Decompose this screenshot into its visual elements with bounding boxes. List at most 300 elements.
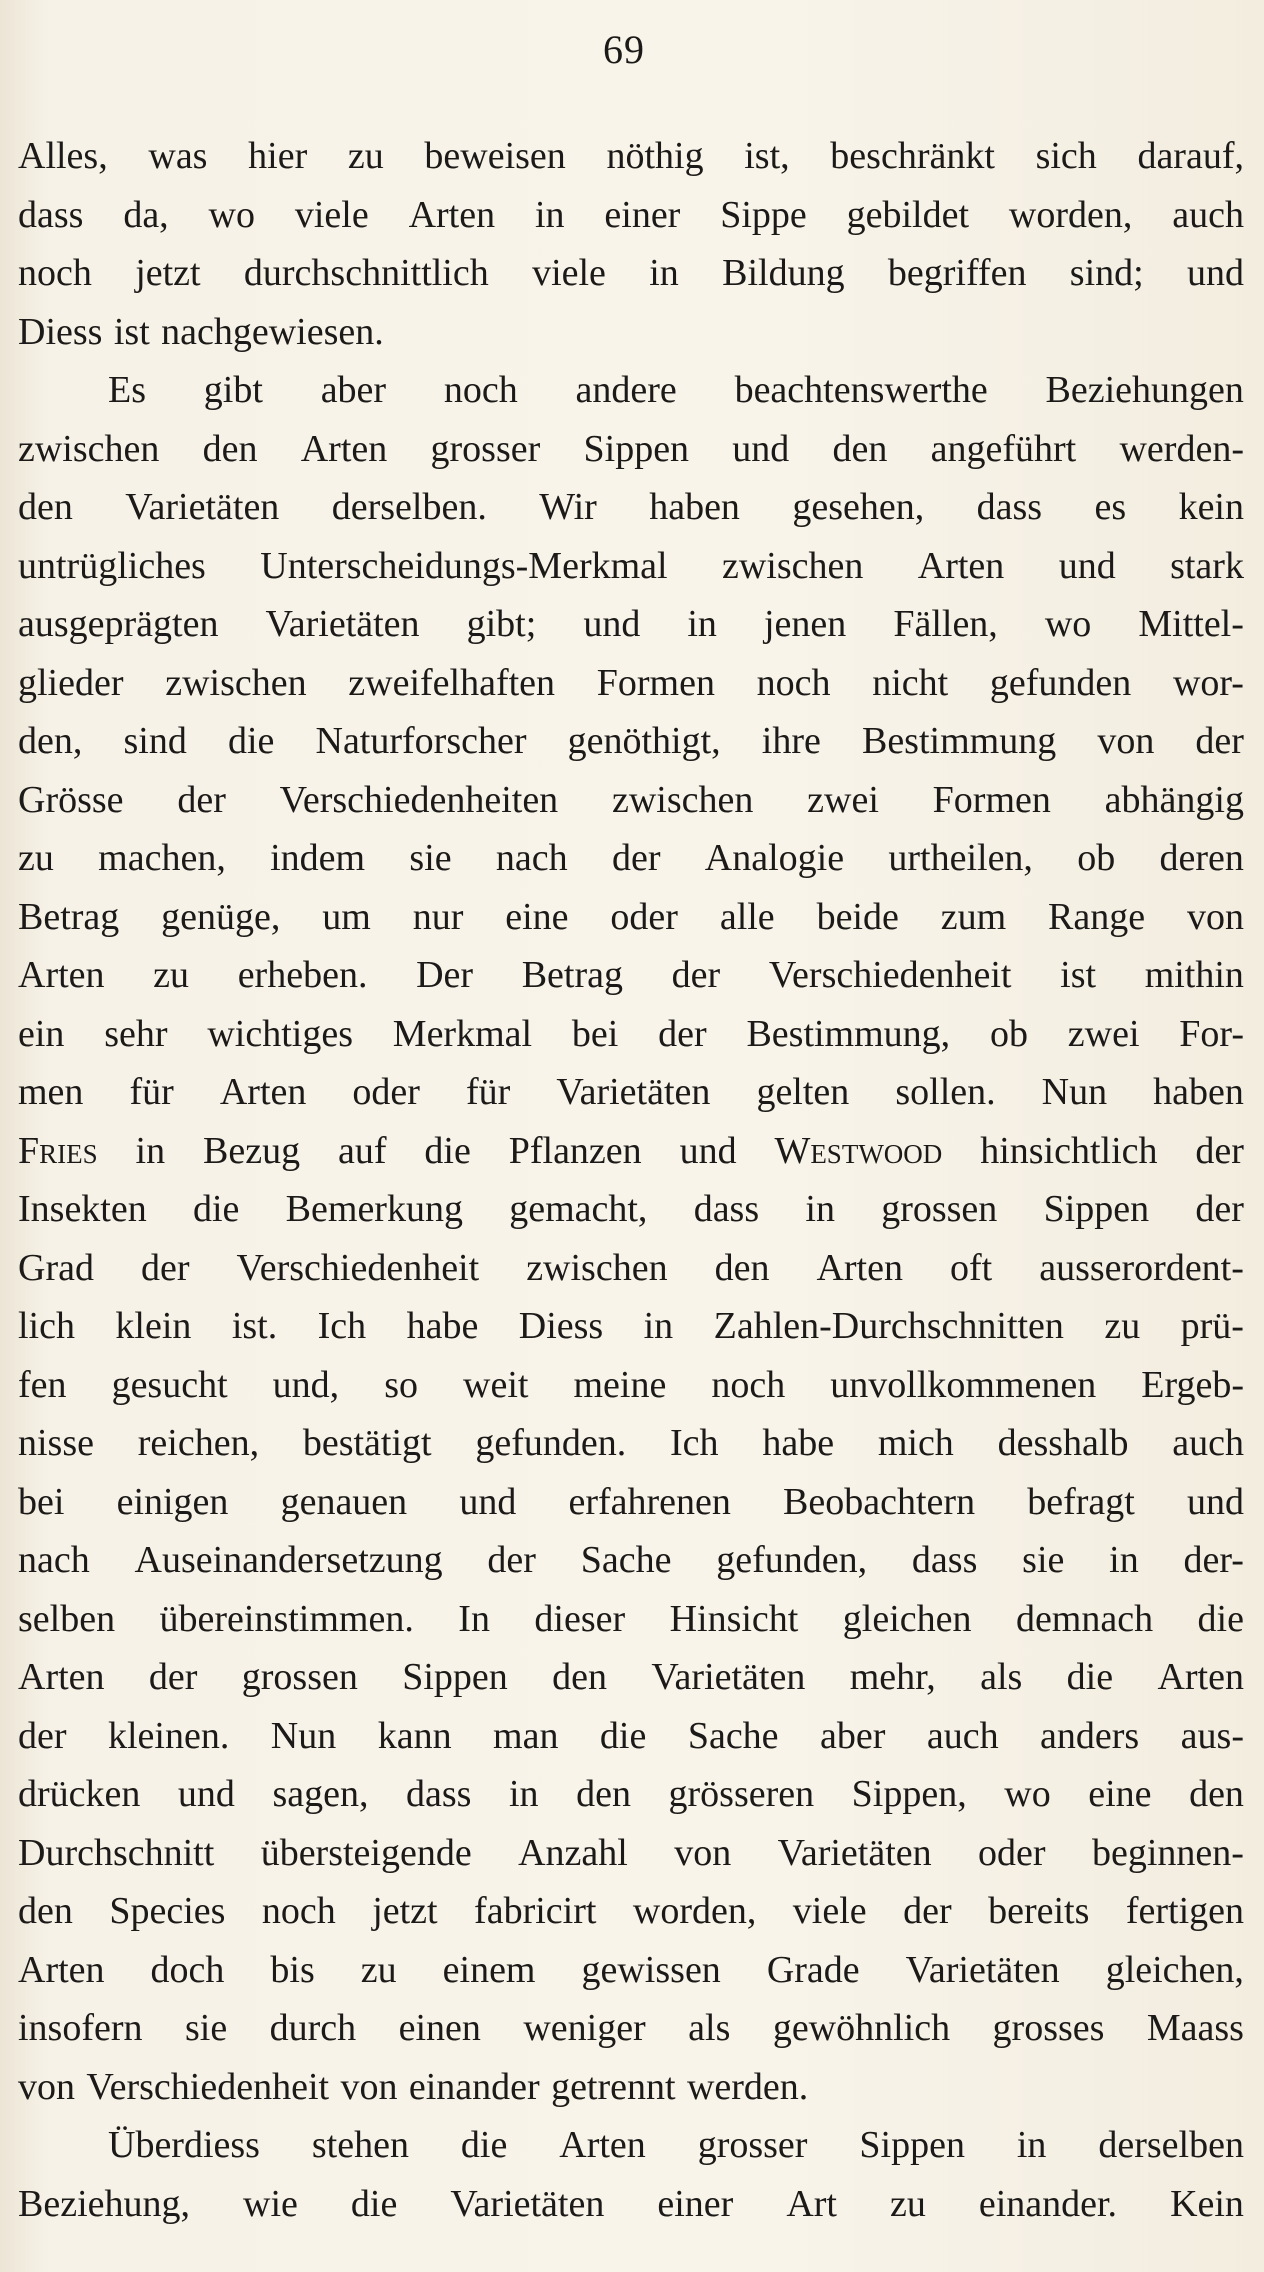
text-line — [18, 361, 1244, 420]
word: zu — [360, 1948, 397, 1991]
word: Bemerkung — [285, 1188, 463, 1230]
word: klein — [115, 1305, 192, 1347]
word: kein — [1178, 486, 1244, 528]
word: die — [350, 2182, 398, 2225]
word: und, — [272, 1363, 340, 1406]
word: gefunden, — [716, 1539, 868, 1581]
word: kleinen. — [107, 1714, 230, 1757]
word: fertigen — [1125, 1890, 1244, 1932]
word: sich — [1035, 135, 1097, 177]
word: nisse — [18, 1422, 94, 1464]
word: Arten — [18, 954, 105, 996]
word: gefunden. — [475, 1422, 627, 1464]
text-line — [18, 186, 1244, 245]
word: viele — [532, 252, 606, 294]
word: in — [649, 252, 679, 294]
word: den — [18, 486, 73, 528]
word: in — [687, 603, 717, 645]
word: Westwood — [774, 1129, 943, 1172]
word: sie — [409, 837, 452, 879]
word: Art — [786, 2182, 837, 2225]
word: für — [129, 1071, 174, 1113]
text-line — [18, 888, 1244, 947]
word: die — [227, 720, 275, 762]
word: gebildet — [846, 193, 970, 236]
word: Kein — [1170, 2182, 1244, 2225]
word: durch — [269, 2007, 357, 2049]
word: jetzt — [135, 252, 201, 294]
word: stehen — [311, 2124, 409, 2166]
word: in — [1016, 2124, 1047, 2166]
word: ist — [1060, 954, 1097, 996]
text-line — [18, 829, 1244, 888]
word: Hinsicht — [669, 1597, 799, 1640]
word: mich — [877, 1422, 954, 1464]
word: hier — [248, 135, 308, 177]
word: Maass — [1146, 2007, 1244, 2049]
word: In — [458, 1597, 490, 1640]
word: oder — [610, 895, 678, 938]
word: worden, — [632, 1890, 757, 1932]
text-line — [18, 2116, 1244, 2175]
word: Bezug — [203, 1129, 301, 1172]
word: nach — [495, 837, 568, 879]
word: ihre — [761, 720, 821, 762]
text-line — [18, 654, 1244, 713]
word: der — [177, 778, 226, 821]
word: sind — [123, 720, 187, 762]
word: Varietäten — [450, 2182, 605, 2225]
word: und — [177, 1773, 235, 1815]
word: bis — [270, 1948, 315, 1991]
word: gleichen, — [1105, 1948, 1244, 1991]
text-line — [18, 1707, 1244, 1766]
word: wor- — [1172, 661, 1244, 704]
word: wichtiges — [207, 1012, 353, 1055]
word: der — [658, 1012, 707, 1055]
word: zu — [889, 2182, 926, 2225]
word: dieser — [534, 1597, 626, 1640]
word: Diess — [18, 310, 103, 353]
word: meine — [573, 1363, 667, 1406]
word: ausserordent- — [1039, 1246, 1244, 1289]
word: Sache — [580, 1539, 672, 1581]
word: Beobachtern — [783, 1480, 976, 1523]
word: begriffen — [887, 252, 1027, 294]
word: darauf, — [1137, 135, 1244, 177]
word: viele — [792, 1890, 867, 1932]
word: von — [674, 1831, 732, 1874]
word: den — [18, 1890, 73, 1932]
word: zwischen — [165, 661, 307, 704]
word: Durchschnitt — [18, 1831, 215, 1874]
word: viele — [294, 193, 369, 236]
word: Verschiedenheit — [236, 1246, 480, 1289]
word: und — [1058, 544, 1116, 587]
word: Bildung — [722, 252, 845, 294]
text-line — [18, 2058, 1244, 2117]
text-line — [18, 712, 1244, 771]
word: nachgewiesen. — [161, 310, 384, 353]
text-line — [18, 595, 1244, 654]
word: mehr, — [849, 1656, 936, 1698]
word: derselben — [1098, 2124, 1244, 2166]
word: für — [466, 1071, 511, 1113]
word: zweifelhaften — [348, 661, 556, 704]
text-line — [18, 537, 1244, 596]
word: Species — [109, 1890, 226, 1932]
text-line — [18, 771, 1244, 830]
word: aber — [820, 1714, 886, 1757]
word: Ich — [670, 1422, 719, 1464]
word: Pflanzen — [508, 1129, 642, 1172]
word: drücken — [18, 1773, 141, 1815]
word: lich — [18, 1305, 75, 1347]
word: Arten — [1157, 1656, 1244, 1698]
word: Beziehung, — [18, 2182, 191, 2225]
word: noch — [443, 369, 518, 411]
word: unvollkommenen — [830, 1363, 1097, 1406]
word: bestätigt — [302, 1422, 432, 1464]
word: oft — [949, 1246, 993, 1289]
text-line — [18, 1590, 1244, 1649]
word: bereits — [988, 1890, 1090, 1932]
word: übersteigende — [260, 1831, 472, 1874]
word: so — [384, 1363, 418, 1406]
text-line — [18, 1941, 1244, 2000]
word: Überdiess — [108, 2124, 260, 2166]
word: dass — [911, 1539, 978, 1581]
word: der- — [1183, 1539, 1244, 1581]
word: Sippen — [583, 427, 690, 470]
word: ob — [1077, 837, 1116, 879]
word: zwischen — [526, 1246, 668, 1289]
word: sehr — [104, 1012, 168, 1055]
word: gesucht — [111, 1363, 228, 1406]
word: der — [140, 1246, 190, 1289]
word: befragt — [1027, 1480, 1135, 1523]
word: in — [1109, 1539, 1139, 1581]
word: bei — [571, 1012, 619, 1055]
word: man — [493, 1714, 559, 1757]
word: in — [805, 1188, 835, 1230]
word: eine — [505, 895, 569, 938]
word: noch — [756, 661, 831, 704]
word: ausgeprägten — [18, 603, 219, 645]
word: Insekten — [18, 1188, 147, 1230]
word: Varietäten — [556, 1071, 711, 1113]
word: Diess — [518, 1305, 604, 1347]
word: um — [322, 895, 371, 938]
word: Ich — [317, 1305, 367, 1347]
text-line — [18, 946, 1244, 1005]
word: von — [18, 2065, 75, 2108]
word: Der — [416, 954, 474, 996]
word: einem — [442, 1948, 536, 1991]
word: habe — [406, 1305, 479, 1347]
word: abhängig — [1104, 778, 1244, 821]
word: in — [643, 1305, 674, 1347]
word: Fällen, — [893, 603, 998, 645]
word: zu — [1104, 1305, 1141, 1347]
word: Varietäten — [265, 603, 420, 645]
word: sollen. — [895, 1071, 996, 1113]
word: dass — [693, 1188, 760, 1230]
word: der — [671, 954, 721, 996]
word: Wir — [539, 486, 597, 528]
word: beide — [816, 895, 899, 938]
word: auch — [1172, 193, 1244, 236]
word: Sippen, — [851, 1773, 967, 1815]
word: urtheilen, — [888, 837, 1033, 879]
word: Sippen — [859, 2124, 965, 2166]
word: erfahrenen — [568, 1480, 731, 1523]
word: Arten — [408, 193, 496, 236]
word: Arten — [559, 2124, 646, 2166]
word: grossen — [881, 1188, 998, 1230]
word: Betrag — [521, 954, 623, 996]
word: dass — [18, 193, 84, 236]
word: deren — [1159, 837, 1244, 879]
word: wo — [1004, 1773, 1051, 1815]
word: Sippen — [402, 1656, 508, 1698]
word: zum — [940, 895, 1007, 938]
word: kann — [377, 1714, 452, 1757]
word: gleichen — [842, 1597, 972, 1640]
word: Betrag — [18, 895, 120, 938]
word: Sache — [687, 1714, 779, 1757]
word: und — [1187, 252, 1244, 294]
word: einer — [657, 2182, 734, 2225]
text-line — [18, 1531, 1244, 1590]
word: ob — [989, 1012, 1028, 1055]
word: machen, — [98, 837, 226, 879]
word: gibt; — [466, 603, 537, 645]
word: wie — [243, 2182, 298, 2225]
word: und — [679, 1129, 737, 1172]
word: Arten — [219, 1071, 307, 1113]
word: als — [980, 1656, 1023, 1698]
word: Bestimmung, — [746, 1012, 951, 1055]
word: mithin — [1144, 954, 1244, 996]
word: die — [424, 1129, 471, 1172]
word: auch — [1172, 1422, 1244, 1464]
word: Naturforscher — [315, 720, 527, 762]
word: Varietäten — [651, 1656, 806, 1698]
word: haben — [1153, 1071, 1244, 1113]
word: noch — [711, 1363, 786, 1406]
word: Varietäten — [777, 1831, 932, 1874]
word: Arten — [816, 1246, 903, 1289]
text-line — [18, 478, 1244, 537]
word: Bestimmung — [861, 720, 1057, 762]
word: Merkmal — [392, 1012, 533, 1055]
word: und — [732, 427, 790, 470]
word: zu — [347, 135, 384, 177]
text-line — [18, 244, 1244, 303]
word: jetzt — [372, 1890, 438, 1932]
word: aus- — [1180, 1714, 1244, 1757]
word: erheben. — [237, 954, 368, 996]
word: und — [583, 603, 641, 645]
word: der — [611, 837, 661, 879]
word: gesehen, — [792, 486, 925, 528]
word: wo — [1044, 603, 1092, 645]
word: da, — [123, 193, 169, 236]
word: beginnen- — [1091, 1831, 1244, 1874]
word: genöthigt, — [567, 720, 721, 762]
text-line — [18, 1356, 1244, 1415]
word: übereinstimmen. — [159, 1597, 414, 1640]
word: gefunden — [989, 661, 1132, 704]
word: sagen, — [272, 1773, 369, 1815]
word: Analogie — [704, 837, 845, 879]
word: in — [534, 193, 565, 236]
word: Nun — [270, 1714, 337, 1757]
word: stark — [1170, 544, 1244, 587]
word: Auseinandersetzung — [134, 1539, 443, 1581]
word: zwischen — [18, 427, 160, 470]
word: zwei — [1067, 1012, 1140, 1055]
word: insofern — [18, 2007, 143, 2049]
word: glieder — [18, 661, 124, 704]
word: nach — [18, 1539, 90, 1581]
word: nöthig — [606, 135, 704, 177]
word: die — [192, 1188, 240, 1230]
word: Ergeb- — [1141, 1363, 1244, 1406]
word: weniger — [523, 2007, 646, 2049]
word: Grösse — [18, 778, 124, 821]
word: men — [18, 1071, 84, 1113]
word: Sippe — [720, 193, 807, 236]
word: bei — [18, 1480, 65, 1523]
word: Grade — [766, 1948, 860, 1991]
word: der — [1195, 720, 1244, 762]
word: weit — [463, 1363, 529, 1406]
text-line — [18, 1648, 1244, 1707]
word: ein — [18, 1012, 65, 1055]
text-line — [18, 1824, 1244, 1883]
word: zwischen — [611, 778, 754, 821]
word: oder — [352, 1071, 420, 1113]
word: demnach — [1015, 1597, 1154, 1640]
word: Alles, — [18, 135, 108, 177]
word: worden, — [1008, 193, 1133, 236]
word: Sippen — [1043, 1188, 1150, 1230]
word: wo — [208, 193, 255, 236]
word: den, — [18, 720, 83, 762]
word: Range — [1048, 895, 1146, 938]
word: gewöhnlich — [772, 2007, 951, 2049]
word: von — [340, 2065, 398, 2108]
word: doch — [150, 1948, 225, 1991]
word: Beziehungen — [1045, 369, 1244, 411]
word: Anzahl — [518, 1831, 628, 1874]
word: Unterscheidungs-Merkmal — [260, 544, 668, 587]
word: noch — [18, 252, 92, 294]
word: werden. — [686, 2065, 809, 2108]
text-line — [18, 420, 1244, 479]
word: die — [1197, 1597, 1244, 1640]
text-line — [18, 1239, 1244, 1298]
word: Arten — [18, 1948, 105, 1991]
word: die — [599, 1714, 647, 1757]
word: selben — [18, 1597, 116, 1640]
word: der — [1195, 1188, 1244, 1230]
word: den — [714, 1246, 770, 1289]
text-line — [18, 1882, 1244, 1941]
word: es — [1094, 486, 1127, 528]
word: Verschiedenheit — [768, 954, 1012, 996]
word: gewissen — [581, 1948, 721, 1991]
word: der — [18, 1714, 67, 1757]
text-line — [18, 1473, 1244, 1532]
word: was — [148, 135, 208, 177]
word: sie — [1022, 1539, 1065, 1581]
word: noch — [261, 1890, 336, 1932]
word: den — [552, 1656, 607, 1698]
word: haben — [649, 486, 740, 528]
text-line — [18, 1414, 1244, 1473]
word: von — [1187, 895, 1244, 938]
word: genüge, — [161, 895, 281, 938]
word: indem — [270, 837, 366, 879]
word: den — [576, 1773, 631, 1815]
word: als — [688, 2007, 731, 2049]
word: die — [460, 2124, 508, 2166]
word: hinsichtlich — [980, 1129, 1158, 1172]
word: untrügliches — [18, 544, 206, 587]
page-number: 69 — [603, 27, 645, 72]
word: For- — [1179, 1012, 1244, 1055]
word: einer — [604, 193, 681, 236]
word: ist, — [744, 135, 790, 177]
word: Varietäten — [905, 1948, 1060, 1991]
word: Es — [108, 369, 146, 411]
text-line — [18, 1180, 1244, 1239]
word: der — [1195, 1129, 1244, 1172]
word: grosser — [430, 427, 541, 470]
word: Mittel- — [1138, 603, 1244, 645]
word: beachtenswerthe — [734, 369, 988, 411]
word: durchschnittlich — [243, 252, 489, 294]
word: anders — [1040, 1714, 1140, 1757]
word: die — [1066, 1656, 1114, 1698]
word: Nun — [1041, 1071, 1108, 1113]
word: gemacht, — [509, 1188, 648, 1230]
word: einander. — [978, 2182, 1118, 2225]
word: aber — [320, 369, 387, 411]
text-line — [18, 1297, 1244, 1356]
body-text — [18, 127, 1244, 2233]
word: dass — [406, 1773, 472, 1815]
word: ist — [113, 310, 150, 353]
word: in — [135, 1129, 166, 1172]
word: den — [202, 427, 258, 470]
word: in — [509, 1773, 539, 1815]
text-line — [18, 1122, 1244, 1181]
word: andere — [575, 369, 677, 411]
word: zwischen — [721, 544, 864, 587]
word: und — [459, 1480, 517, 1523]
text-line — [18, 303, 1244, 362]
word: Verschiedenheit — [86, 2065, 330, 2108]
word: alle — [719, 895, 775, 938]
word: fen — [18, 1363, 67, 1406]
word: Arten — [300, 427, 388, 470]
word: fabricirt — [474, 1890, 597, 1932]
word: gelten — [756, 1071, 850, 1113]
